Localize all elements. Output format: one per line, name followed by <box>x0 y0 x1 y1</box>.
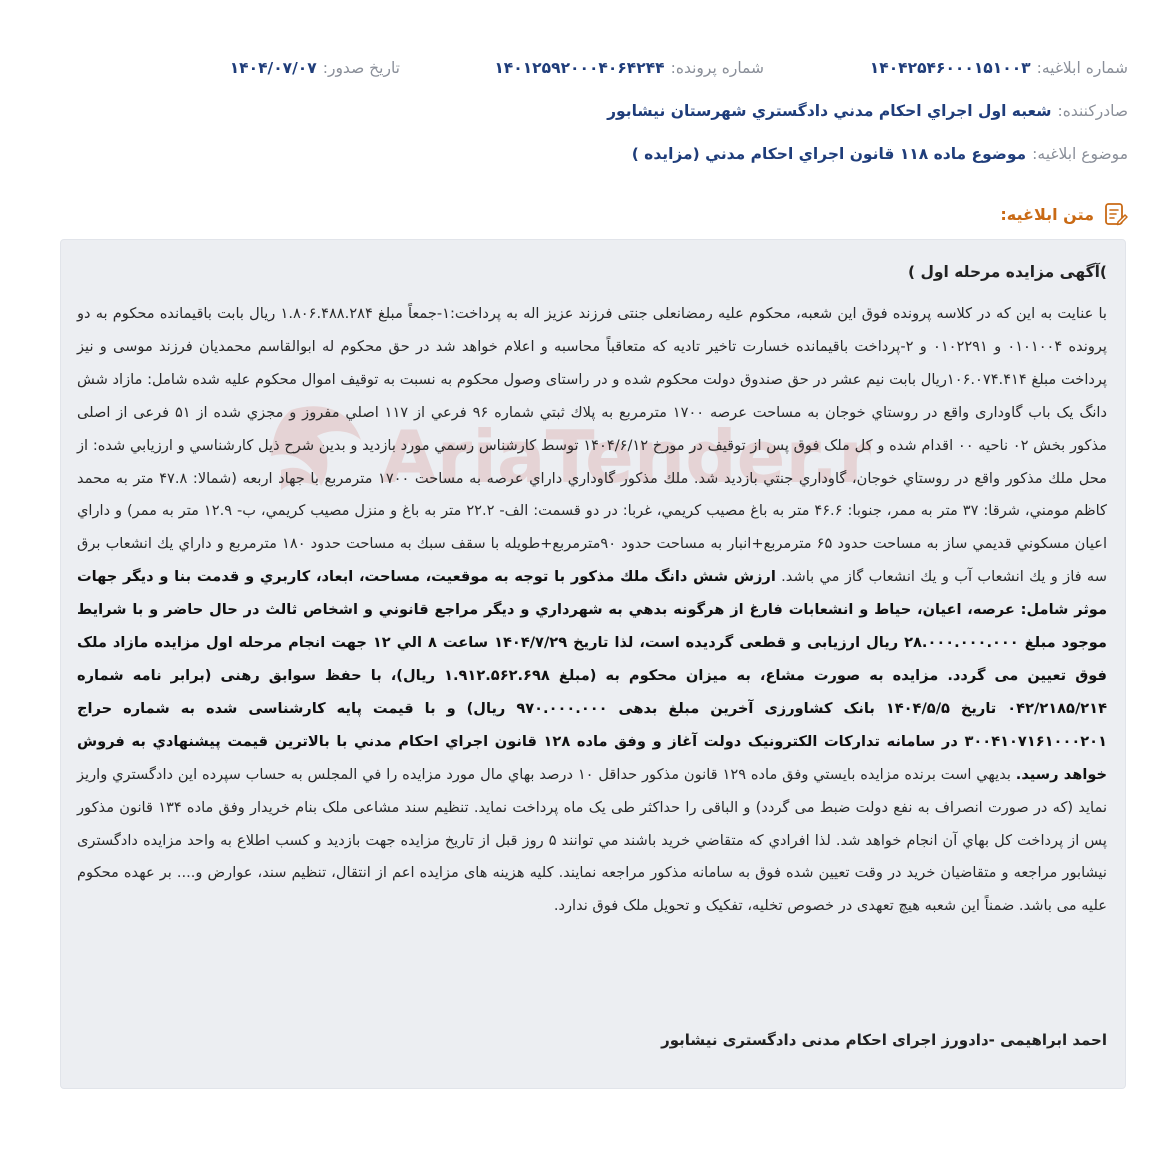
issuer-label: صادرکننده: <box>1057 102 1128 120</box>
issue-date-value: ۱۴۰۴/۰۷/۰۷ <box>229 59 317 77</box>
notice-number-label: شماره ابلاغیه: <box>1036 59 1128 77</box>
case-number <box>494 54 764 82</box>
notice-text-label: متن ابلاغیه: <box>1000 204 1094 224</box>
notice-body-part2: بديهي است برنده مزايده بايستي وفق ماده ۱۲۹ قانون مذكور حداقل ۱۰ درصد بهاي مال مورد مزايده را في المجلس به حساب سپرده اين دادگستري واريز نمايد (كه در صورت انصراف به نفع دولت ضبط می گردد) و الباقی را حداکثر طی یک ماه پرداخت نماید. تنظیم سند مشاعی ملک بنام خريدار وفق ماده ۱۳۴ قانون مذكور پس از پرداخت كل بهاي آن انجام خواهد شد. لذا افرادي كه متقاضي خريد باشند مي توانند ۵ روز قبل از تاريخ مزايده جهت بازديد و کسب اطلاع به واحد مزايده دادگستری نیشابور مراجعه و متقاضيان خريد در وقت تعيين شده فوق به سامانه مذكور مراجعه نمايند. کلیه هزینه های مزایده اعم از انتقال، تنظیم سند، عوارض و.... بر عهده محکوم علیه می باشد. ضمناً این شعبه هیچ تعهدی در خصوص تخلیه، تفکیک و تحویل ملک فوق ندارد. <box>77 765 1107 915</box>
meta-row-issuer <box>46 97 1128 125</box>
meta-row-subject <box>46 140 1128 168</box>
notice-title: )آگهی مزایده مرحله اول ) <box>907 263 1107 281</box>
subject <box>632 140 1128 168</box>
watermark-text: AriaTender. <box>381 415 839 499</box>
notice-text-heading <box>1000 198 1128 230</box>
notice-icon <box>1102 201 1128 227</box>
notice-body-bold: ارزش شش دانگ ملك مذكور با توجه به موقعيت، مساحت، ابعاد، كاربري و قدمت بنا و ديگر جهات موثر شامل: عرصه، اعيان، حياط و انشعابات فارغ از هرگونه بدهي به شهرداري و ديگر مراجع قانوني و اشخاص ثالث در حال حاضر و با شرايط موجود مبلغ ۲۸.۰۰۰.۰۰۰.۰۰۰ ريال ارزيابی و قطعی گردیده است، لذا تاريخ ۱۴۰۴/۷/۲۹ ساعت ۸ الي ۱۲ جهت انجام مرحله اول مزایده مازاد ملک فوق تعیین می گردد. مزایده به صورت مشاع، به میزان محکوم به (مبلغ ۱.۹۱۲.۵۶۲.۶۹۸ ریال)، با حفظ سوابق رهنی (برابر نامه شماره ۰۴۲/۲۱۸۵/۲۱۴ تاریخ ۱۴۰۴/۵/۵ بانک کشاورزی آخرین مبلغ بدهی ۹۷۰.۰۰۰.۰۰۰ ریال) و با قیمت پایه کارشناسی شده به شماره حراج ۳۰۰۴۱۰۷۱۶۱۰۰۰۲۰۱ در سامانه تداركات الكترونيک دولت آغاز و وفق ماده ۱۲۸ قانون اجراي احكام مدني با بالاترين قيمت پيشنهادي به فروش خواهد رسيد. <box>77 568 1108 783</box>
notice-number <box>870 54 1128 82</box>
issuer-value: شعبه اول اجراي احكام مدني دادگستري شهرستان نيشابور <box>607 102 1052 120</box>
subject-label: موضوع ابلاغیه: <box>1032 145 1128 163</box>
meta-row-numbers <box>46 54 1128 82</box>
subject-value: موضوع ماده ۱۱۸ قانون اجراي احكام مدني (مزايده ) <box>631 145 1027 163</box>
notice-body <box>77 298 1107 923</box>
notice-content-box <box>60 239 1126 1089</box>
issuer <box>607 97 1128 125</box>
notice-body-part1: با عنایت به این که در کلاسه پرونده فوق این شعبه، محکوم علیه رمضانعلی جنتی فرزند عزیز اله به پرداخت:۱-جمعاً مبلغ ۱.۸۰۶.۴۸۸.۲۸۴ ریال بابت باقیمانده محکوم به دو پرونده ۰۱۰۱۰۰۴ و ۰۱۰۲۲۹۱ و ۲-پرداخت باقیمانده خسارت تاخیر تادیه که متعاقباً محاسبه و اعلام خواهد شد در حق محکوم له ابوالقاسم محمدیان فرزند موسی و نیز پرداخت مبلغ ۱۰۶.۰۷۴.۴۱۴ریال بابت نیم عشر در حق صندوق دولت محکوم شده و در راستای وصول محکوم به نسبت به توقیف اموال محکوم علیه شده شامل: مازاد شش دانگ یک باب گاوداری واقع در روستاي خوجان به مساحت عرصه ۱۷۰۰ مترمربع به پلاك ثبتي شماره ۹۶ فرعي از ۱۱۷ اصلي مفروز و مجزي شده از ۵۱ فرعی از اصلی مذکور بخش ۰۲ ناحيه ۰۰ اقدام شده و کل ملک فوق پس از توقیف در مورخ ۱۴۰۴/۶/۱۲ توسط کارشناس رسمي مورد بازديد و بدين شرح ذيل کارشناسي و ارزيابي شده: از محل ملك مذكور واقع در روستاي خوجان، گاوداري جنتي بازديد شد. ملك مذكور گاوداري داراي عرصه به مساحت ۱۷۰۰ مترمربع با جهاد اربعه (شمالا: ۴۷.۸ متر به محمد كاظم مومني، شرقا: ۳۷ متر به ممر، جنوبا: ۴۶.۶ متر به باغ مصيب كريمي، غربا: در دو قسمت: الف- ۲۲.۲ متر به باغ و منزل مصيب كريمي، ب- ۱۲.۹ متر به ممر) و داراي اعيان مسكوني قديمي ساز به مساحت حدود ۶۵ مترمربع+انبار به مساحت حدود ۹۰مترمربع+طويله با سقف سبك به مساحت حدود ۱۸۰ مترمربع و داراي يك انشعاب برق سه فاز و يك انشعاب آب و يك انشعاب گاز مي باشد. <box>77 305 1107 586</box>
issue-date-label: تاریخ صدور: <box>322 59 400 77</box>
notice-signature: احمد ابراهیمی -دادورز اجرای احکام مدنی دادگستری نیشابور <box>661 1031 1107 1049</box>
notice-number-value: ۱۴۰۴۲۵۴۶۰۰۰۱۵۱۰۰۳ <box>869 59 1031 77</box>
case-number-label: شماره پرونده: <box>670 59 764 77</box>
case-number-value: ۱۴۰۱۲۵۹۲۰۰۰۴۰۶۴۲۴۴ <box>494 59 665 77</box>
issue-date <box>230 54 400 82</box>
